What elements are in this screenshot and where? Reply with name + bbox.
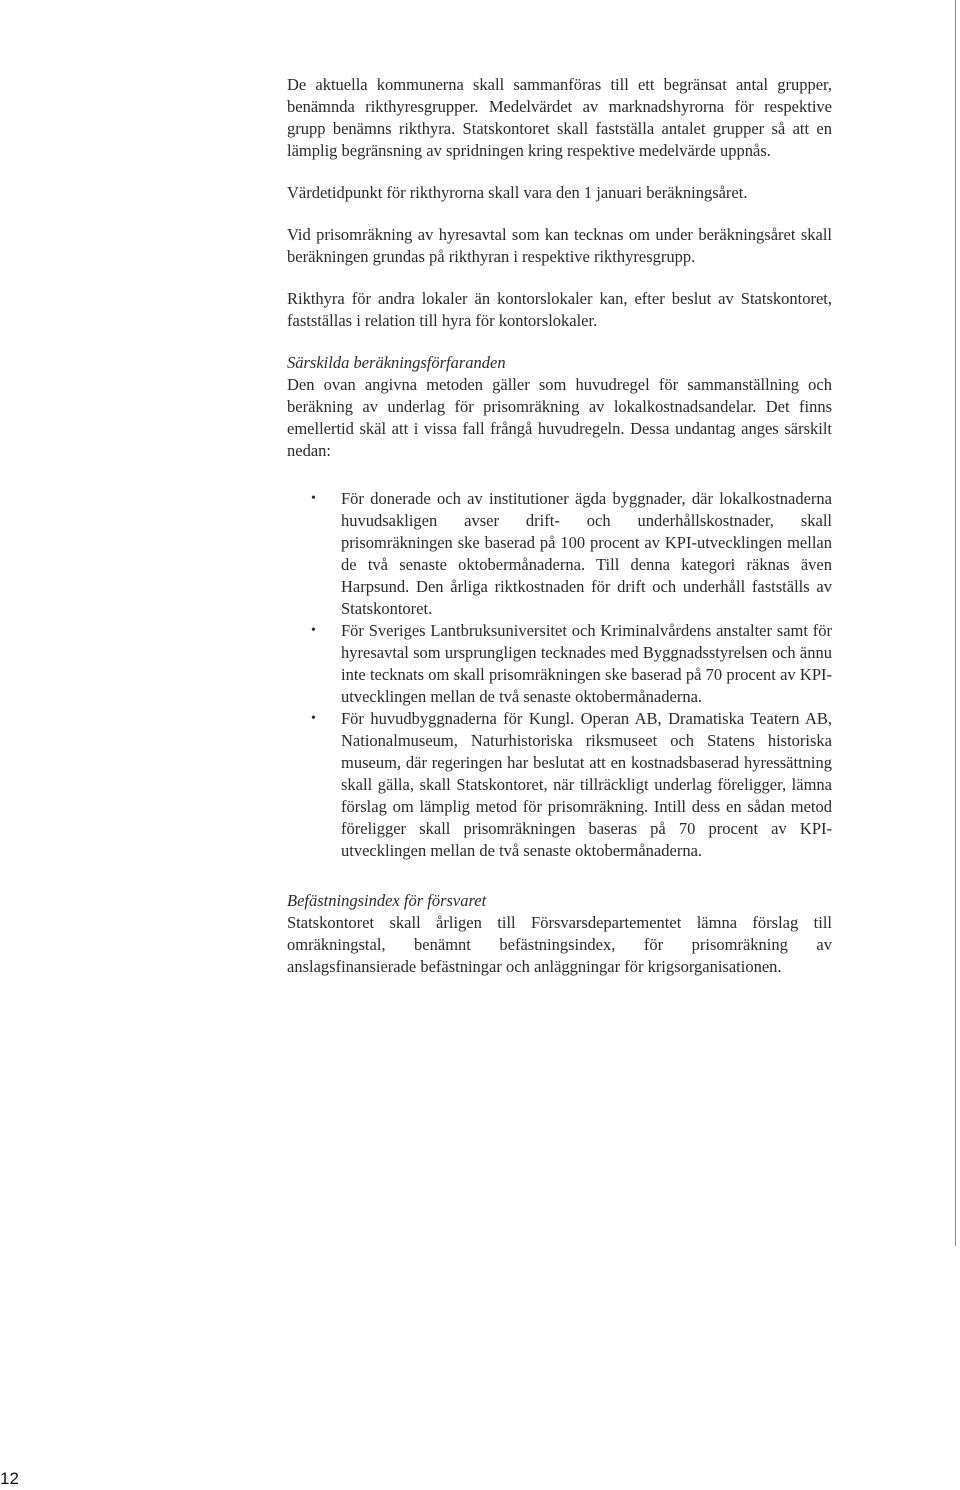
- paragraph-prisomrakning: Vid prisomräkning av hyresavtal som kan tecknas om under beräkningsåret skall beräkningen grundas på rikthyran i respektive rikthyresgrupp.: [287, 225, 832, 266]
- bullet-icon: •: [311, 711, 316, 726]
- bullet-icon: •: [311, 491, 316, 506]
- section-body-befastningsindex: Statskontoret skall årligen till Försvarsdepartementet lämna förslag till omräkningstal, benämnt befästningsindex, för prisomräkning av anslagsfinansierade befästningar och anläggningar för krigsorganisationen.: [287, 913, 832, 976]
- paragraph-andra-lokaler: Rikthyra för andra lokaler än kontorslokaler kan, efter beslut av Statskontoret, fastställas i relation till hyra för kontorslokaler.: [287, 289, 832, 330]
- list-item-text: För donerade och av institutioner ägda byggnader, där lokalkostnaderna huvudsakligen avser drift- och underhållskostnader, skall prisomräkningen ske baserad på 100 procent av KPI-utvecklingen mellan de två senaste oktobermånaderna. Till denna kategori räknas även Harpsund. Den årliga riktkostnaden för drift och underhåll fastställs av Statskontoret.: [341, 489, 832, 618]
- document-body: [287, 74, 832, 978]
- section-heading-sarskilda: Särskilda beräkningsförfaranden: [287, 353, 506, 372]
- paragraph-rikthyresgrupper: De aktuella kommunerna skall sammanföras till ett begränsat antal grupper, benämnda rikthyresgrupper. Medelvärdet av marknadshyrorna för respektive grupp benämns rikthyra. Statskontoret skall fastställa antalet grupper så att en lämplig begränsning av spridningen kring respektive medelvärde uppnås.: [287, 75, 832, 160]
- exception-list: [287, 488, 832, 862]
- list-item: [287, 708, 832, 862]
- list-item-text: För huvudbyggnaderna för Kungl. Operan AB, Dramatiska Teatern AB, Nationalmuseum, Naturhistoriska riksmuseet och Statens historiska museum, där regeringen har beslutat att en kostnadsbaserad hyressättning skall gälla, skall Statskontoret, när tillräckligt underlag föreligger, lämna förslag om lämplig metod för prisomräkning. Intill dess en sådan metod föreligger skall prisomräkningen baseras på 70 procent av KPI-utvecklingen mellan de två senaste oktobermånaderna.: [341, 709, 832, 860]
- page-number: 12: [0, 1469, 19, 1488]
- page-edge-rule: [955, 0, 956, 1246]
- section-heading-befastningsindex: Befästningsindex för försvaret: [287, 891, 487, 910]
- list-item-text: För Sveriges Lantbruksuniversitet och Kriminalvårdens anstalter samt för hyresavtal som ursprungligen tecknades med Byggnadsstyrelsen och ännu inte tecknats om skall prisomräkningen ske baserad på 70 procent av KPI-utvecklingen mellan de två senaste oktobermånaderna.: [341, 621, 832, 706]
- list-item: [287, 620, 832, 708]
- bullet-icon: •: [311, 623, 316, 638]
- section-sarskilda: [287, 352, 832, 462]
- list-item: [287, 488, 832, 620]
- section-befastningsindex: [287, 890, 832, 978]
- section-intro: Den ovan angivna metoden gäller som huvudregel för sammanställning och beräkning av underlag för prisomräkning av lokalkostnadsandelar. Det finns emellertid skäl att i vissa fall frångå huvudregeln. Dessa undantag anges särskilt nedan:: [287, 375, 832, 460]
- paragraph-vardetidpunkt: Värdetidpunkt för rikthyrorna skall vara den 1 januari beräkningsåret.: [287, 183, 748, 202]
